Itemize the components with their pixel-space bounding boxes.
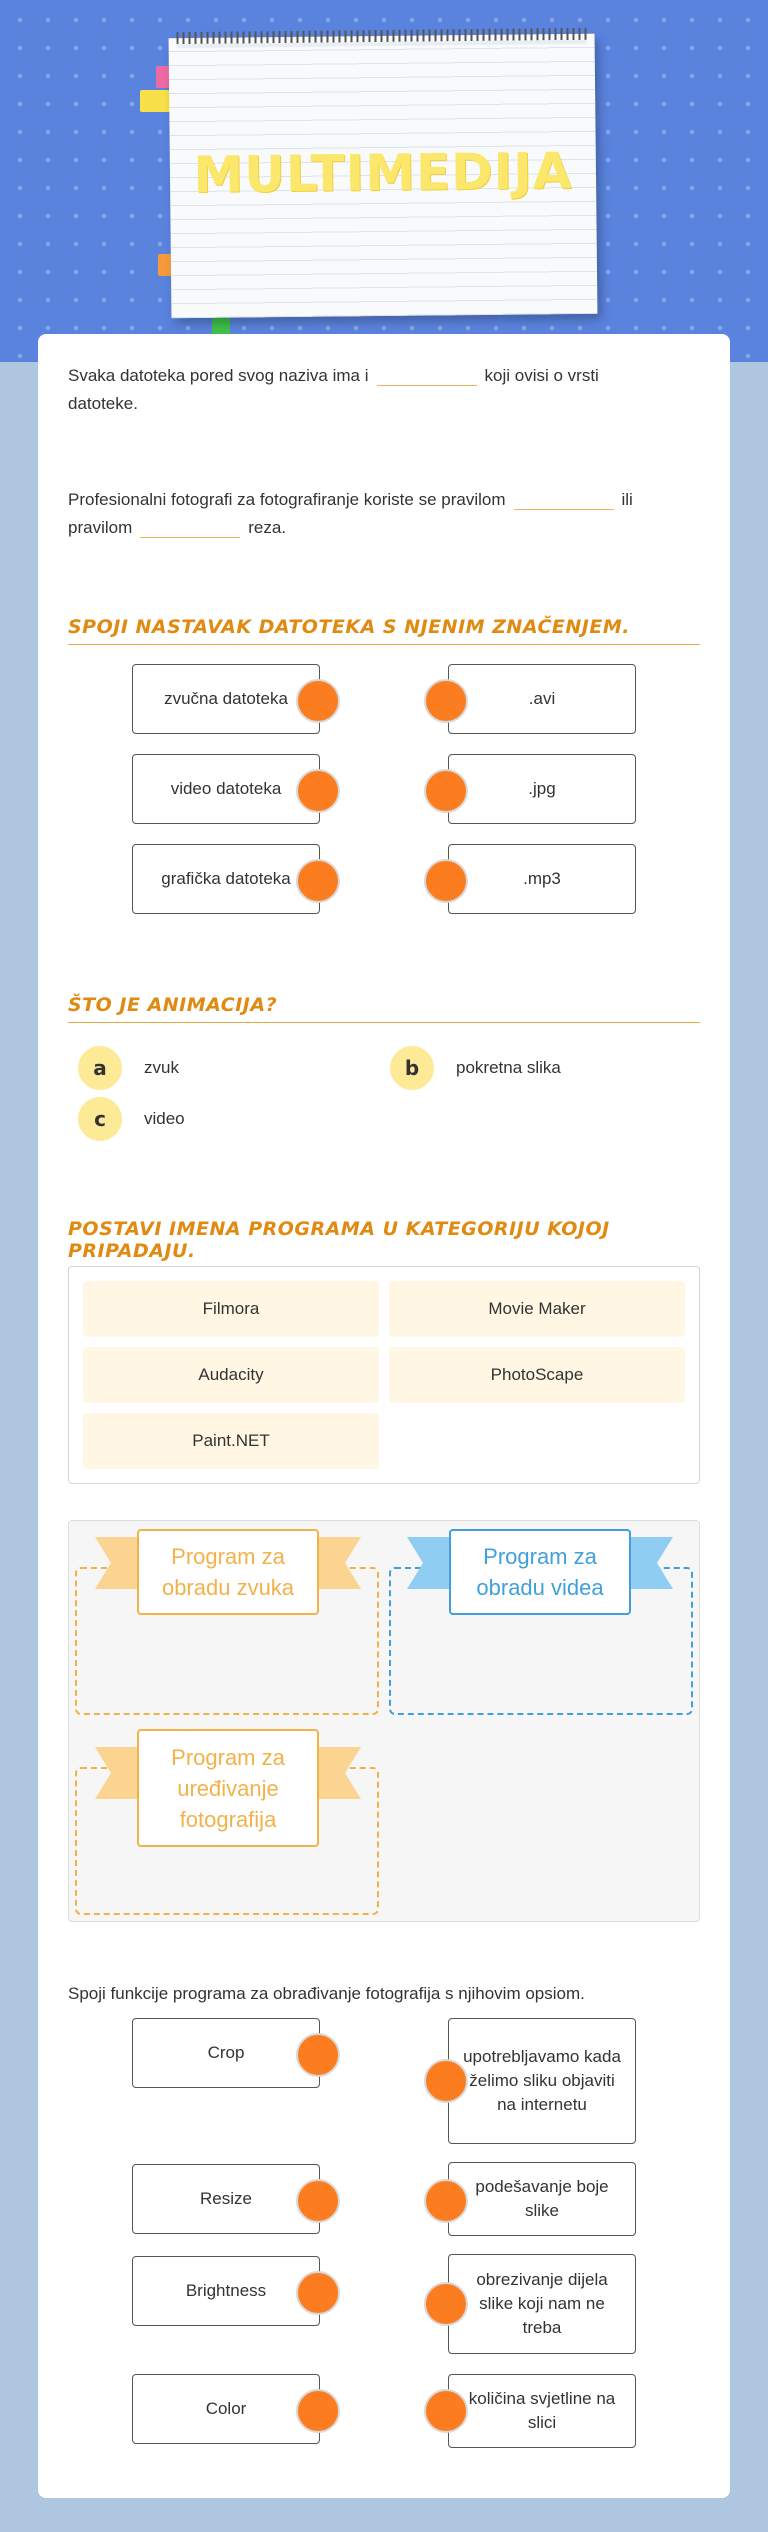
ribbon-tail-left [407, 1537, 455, 1589]
match-connector-dot[interactable] [424, 2389, 468, 2433]
draggable-chip[interactable]: Audacity [83, 1347, 379, 1403]
fill-blank-question-1 [68, 362, 668, 418]
match-connector-dot[interactable] [296, 859, 340, 903]
draggable-items-area [68, 1266, 700, 1484]
question-text: Svaka datoteka pored svog naziva ima i [68, 366, 369, 385]
section-heading-categorize: POSTAVI IMENA PROGRAMA U KATEGORIJU KOJOJ PRIPADAJU. [68, 1218, 700, 1269]
match-left-item[interactable]: Color [132, 2374, 320, 2444]
match-connector-dot[interactable] [424, 769, 468, 813]
option-letter-badge: b [390, 1046, 434, 1090]
fill-blank-question-2 [68, 486, 698, 542]
question-text: datoteke. [68, 394, 138, 413]
match-right-item[interactable]: upotrebljavamo kada želimo sliku objaviti na internetu [448, 2018, 636, 2144]
ribbon-tail-right [313, 1537, 361, 1589]
match-connector-dot[interactable] [424, 2282, 468, 2326]
match-connector-dot[interactable] [296, 679, 340, 723]
category-label: Program za uređivanje fotografija [137, 1729, 319, 1847]
notebook-illustration [169, 34, 598, 318]
question-text: reza. [248, 518, 287, 537]
spiral-binding [176, 28, 586, 48]
match-right-item[interactable]: .mp3 [448, 844, 636, 914]
header-banner [0, 0, 768, 362]
match-left-item[interactable]: video datoteka [132, 754, 320, 824]
option-text: zvuk [144, 1058, 179, 1077]
option-letter-badge: c [78, 1097, 122, 1141]
draggable-chip[interactable]: Filmora [83, 1281, 379, 1337]
tab-marker-green [212, 318, 230, 334]
mcq-option-c[interactable] [78, 1097, 185, 1141]
match-right-item[interactable]: .jpg [448, 754, 636, 824]
match-left-item[interactable]: zvučna datoteka [132, 664, 320, 734]
match-connector-dot[interactable] [424, 2059, 468, 2103]
category-label: Program za obradu zvuka [137, 1529, 319, 1615]
ribbon-tail-left [95, 1747, 143, 1799]
match-connector-dot[interactable] [424, 679, 468, 723]
question-text: ili [621, 490, 633, 509]
page-title: MULTIMEDIJA [193, 142, 573, 204]
match-right-item[interactable]: .avi [448, 664, 636, 734]
draggable-chip[interactable]: Paint.NET [83, 1413, 379, 1469]
ribbon-tail-right [625, 1537, 673, 1589]
section-heading-mcq: ŠTO JE ANIMACIJA? [68, 994, 700, 1023]
match-right-item[interactable]: količina svjetline na slici [448, 2374, 636, 2448]
mcq-option-b[interactable] [390, 1046, 561, 1090]
question-instruction: Spoji funkcije programa za obrađivanje fotografija s njihovim opsiom. [68, 1984, 585, 2003]
blank-input[interactable] [140, 520, 240, 538]
match-connector-dot[interactable] [424, 859, 468, 903]
question-text: pravilom [68, 518, 133, 537]
draggable-chip[interactable]: Movie Maker [389, 1281, 685, 1337]
blank-input[interactable] [514, 492, 614, 510]
question-text: koji ovisi o vrsti [484, 366, 599, 385]
mcq-option-a[interactable] [78, 1046, 179, 1090]
match-right-item[interactable]: podešavanje boje slike [448, 2162, 636, 2236]
match-connector-dot[interactable] [296, 2179, 340, 2223]
draggable-chip[interactable]: PhotoScape [389, 1347, 685, 1403]
match-right-item[interactable]: obrezivanje dijela slike koji nam ne treba [448, 2254, 636, 2354]
blank-input[interactable] [377, 368, 477, 386]
match-connector-dot[interactable] [296, 2033, 340, 2077]
category-drop-area [68, 1520, 700, 1922]
match-connector-dot[interactable] [296, 2271, 340, 2315]
category-label: Program za obradu videa [449, 1529, 631, 1615]
match-left-item[interactable]: grafička datoteka [132, 844, 320, 914]
match-connector-dot[interactable] [296, 2389, 340, 2433]
match-left-item[interactable]: Resize [132, 2164, 320, 2234]
option-letter-badge: a [78, 1046, 122, 1090]
match-connector-dot[interactable] [424, 2179, 468, 2223]
match-connector-dot[interactable] [296, 769, 340, 813]
option-text: pokretna slika [456, 1058, 561, 1077]
section-heading-match-extensions: SPOJI NASTAVAK DATOTEKA S NJENIM ZNAČENJEM. [68, 616, 700, 645]
option-text: video [144, 1109, 185, 1128]
match-left-item[interactable]: Brightness [132, 2256, 320, 2326]
question-text: Profesionalni fotografi za fotografiranje koriste se pravilom [68, 490, 506, 509]
worksheet-card [38, 334, 730, 2498]
match-left-item[interactable]: Crop [132, 2018, 320, 2088]
ribbon-tail-right [313, 1747, 361, 1799]
ribbon-tail-left [95, 1537, 143, 1589]
